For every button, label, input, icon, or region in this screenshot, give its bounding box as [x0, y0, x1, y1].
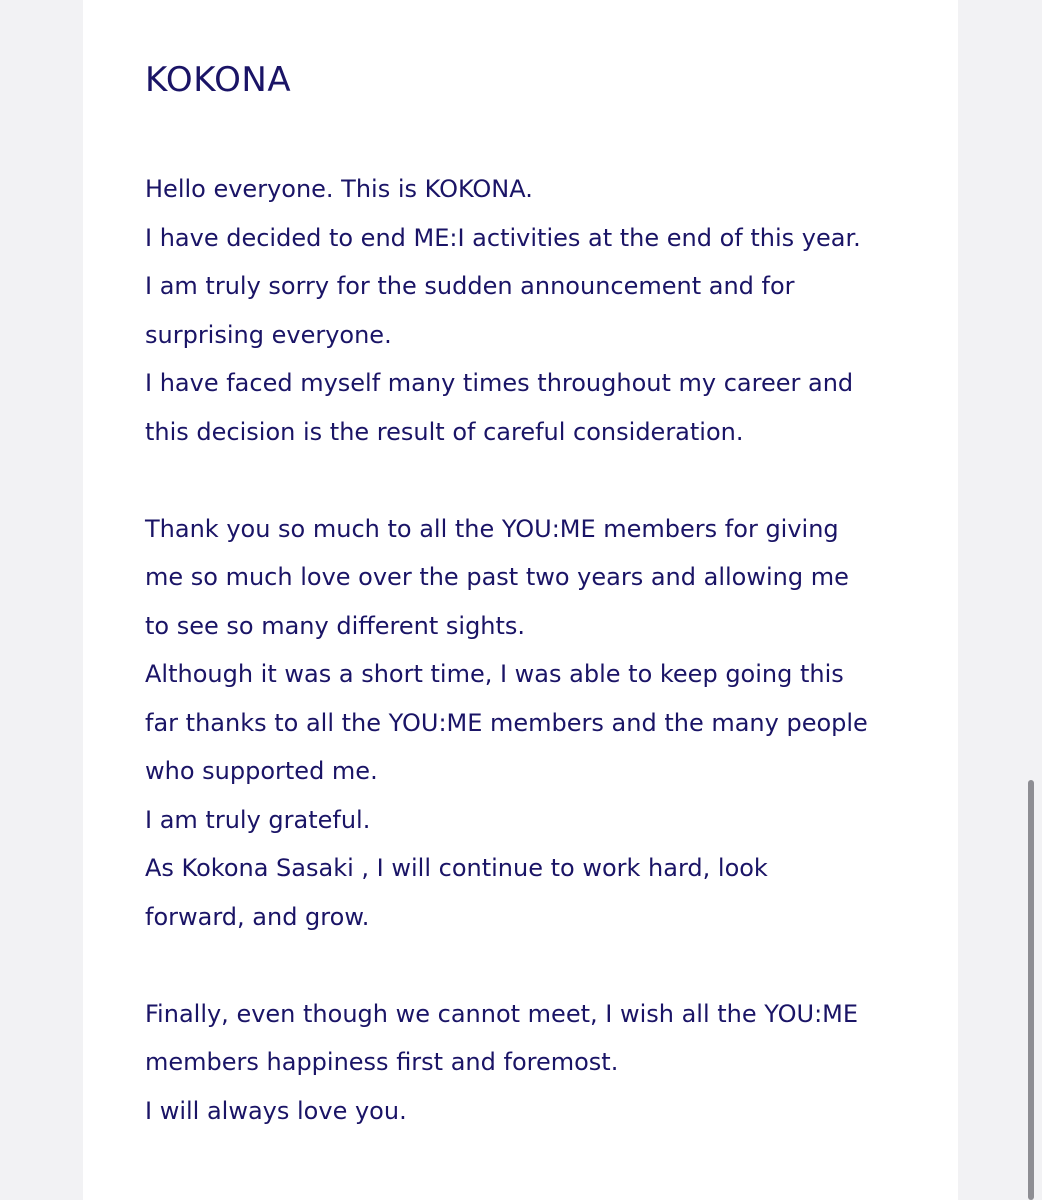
text-line: this decision is the result of careful consideration. — [145, 417, 744, 446]
text-line: Although it was a short time, I was able to keep going this — [145, 660, 844, 688]
text-line: far thanks to all the YOU:ME members and the many people — [145, 708, 868, 737]
text-line: As Kokona Sasaki , I will continue to work hard, look — [145, 854, 768, 882]
text-line: I am truly grateful. — [145, 805, 371, 834]
vertical-scrollbar-thumb[interactable] — [1028, 780, 1034, 1200]
text-line: forward, and grow. — [145, 902, 370, 931]
text-line: Hello everyone. This is KOKONA. — [145, 175, 533, 203]
text-line: Thank you so much to all the YOU:ME members for giving — [145, 514, 839, 543]
text-line: me so much love over the past two years and allowing me — [145, 563, 849, 591]
text-line: I am truly sorry for the sudden announcement and for — [145, 272, 795, 300]
text-line: Finally, even though we cannot meet, I wish all the YOU:ME — [145, 999, 859, 1028]
paragraph-spacer — [145, 456, 925, 505]
text-line: who supported me. — [145, 757, 378, 785]
text-line: members happiness first and foremost. — [145, 1048, 619, 1076]
text-line: to see so many different sights. — [145, 611, 526, 640]
paragraph-spacer — [145, 941, 925, 990]
article-body — [145, 165, 925, 1135]
text-line: I will always love you. — [145, 1096, 407, 1125]
paragraph-1 — [145, 165, 925, 456]
paragraph-2 — [145, 505, 925, 942]
text-line: I have faced myself many times throughout my career and — [145, 369, 854, 397]
paragraph-3 — [145, 990, 925, 1136]
text-line: surprising everyone. — [145, 320, 392, 349]
text-line: I have decided to end ME:I activities at the end of this year. — [145, 223, 861, 252]
page-title: KOKONA — [145, 60, 292, 100]
